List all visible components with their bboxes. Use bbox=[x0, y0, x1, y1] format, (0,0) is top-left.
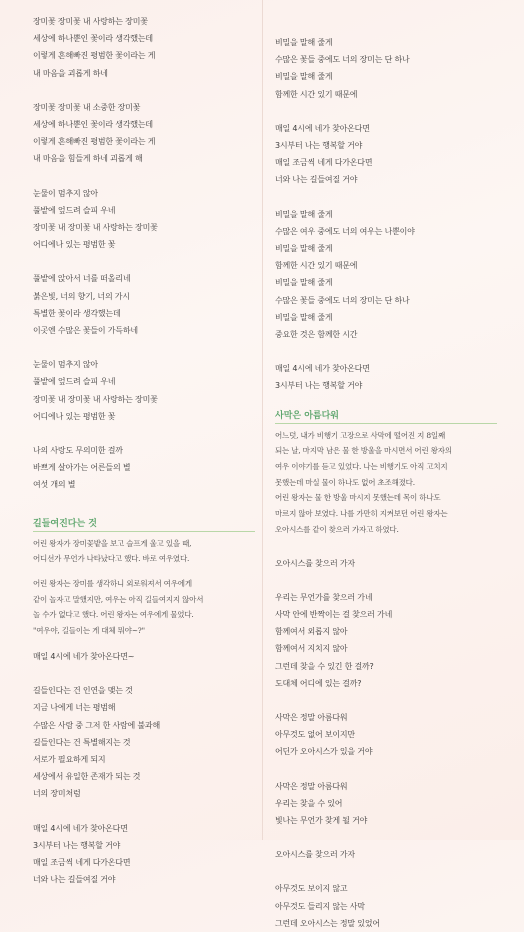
prose-paragraph bbox=[33, 576, 255, 639]
lyric-line: 우리는 찾을 수 있어 bbox=[275, 798, 343, 808]
lyric-line: 세상에 하나뿐인 꽃이라 생각했는데 bbox=[33, 34, 153, 44]
lyric-line: 3시부터 나는 행복할 거야 bbox=[275, 141, 363, 151]
lyric-line: 어디에나 있는 평범한 꽃 bbox=[33, 240, 116, 250]
lyric-line: 매일 조금씩 네게 다가온다면 bbox=[33, 857, 131, 867]
lyric-line: 수많은 여우 중에도 너의 여우는 나뿐이야 bbox=[275, 226, 415, 236]
lyric-stanza bbox=[33, 270, 255, 339]
lyric-line: 함께한 시간 있기 때문에 bbox=[275, 89, 358, 99]
section-title: 길들여진다는 것 bbox=[33, 518, 97, 529]
lyric-line: 길들인다는 건 특별해지는 것 bbox=[33, 737, 131, 747]
lyric-line: 오아시스를 찾으러 가자 bbox=[275, 850, 355, 860]
lyric-line: 세상에서 유일한 존재가 되는 것 bbox=[33, 772, 141, 782]
prose-gap bbox=[33, 567, 255, 576]
lyric-stanza bbox=[275, 206, 497, 344]
lyric-line: 수많은 사람 중 그저 한 사람에 불과해 bbox=[33, 720, 160, 730]
lyric-line: 사막 안에 반짝이는 걸 찾으러 가네 bbox=[275, 609, 393, 619]
lyric-line: 아무것도 없어 보이지만 bbox=[275, 730, 355, 740]
lyric-line: 붉은빛, 너의 향기, 너의 가시 bbox=[33, 291, 130, 301]
lyric-line: 그런데 오아시스는 정말 있었어 bbox=[275, 918, 380, 928]
section-rule bbox=[33, 531, 255, 532]
lyric-line: 함께한 시간 있기 때문에 bbox=[275, 261, 358, 271]
lyric-line: 3시부터 나는 행복할 거야 bbox=[33, 840, 121, 850]
lyric-line: 지금 나에게 너는 평범해 bbox=[33, 703, 116, 713]
lyric-line: 비밀을 말해 줄게 bbox=[275, 312, 333, 322]
prose-line: 어린 왕자는 물 한 방울 마시지 못했는데 목이 하나도 bbox=[275, 493, 441, 503]
lyric-line: 우리는 무언가를 찾으러 가네 bbox=[275, 592, 373, 602]
lyric-stanza bbox=[275, 589, 497, 692]
lyric-stanza bbox=[275, 34, 497, 103]
prose-gap bbox=[33, 639, 255, 648]
lyric-line: 아무것도 들리지 않는 사막 bbox=[275, 901, 365, 911]
stanza-gap bbox=[275, 692, 497, 709]
lyric-line: 매일 4시에 네가 찾아온다면~ bbox=[33, 651, 135, 661]
lyric-line: 풀밭에 엎드려 슬피 우네 bbox=[33, 377, 116, 387]
lyric-line: 장미꽃 장미꽃 내 사랑하는 장미꽃 bbox=[33, 17, 148, 26]
lyric-stanza bbox=[275, 846, 497, 863]
lyric-line: 너와 나는 길들여질 거야 bbox=[275, 175, 358, 185]
column-divider bbox=[262, 0, 263, 840]
section-title: 사막은 아름다워 bbox=[275, 410, 339, 421]
lyric-stanza bbox=[33, 682, 255, 802]
stanza-gap bbox=[33, 82, 255, 99]
lyric-line: 사막은 정말 아름다워 bbox=[275, 781, 348, 791]
stanza-gap bbox=[275, 343, 497, 360]
lyric-line: 장미꽃 내 장미꽃 내 사랑하는 장미꽃 bbox=[33, 394, 158, 404]
lyric-stanza bbox=[275, 709, 497, 761]
lyric-stanza bbox=[275, 120, 497, 189]
prose-line: 어린 왕자가 장미꽃밭을 보고 슬프게 울고 있을 때, bbox=[33, 538, 192, 548]
lyric-line: 이곳엔 수많은 꽃들이 가득하네 bbox=[33, 326, 138, 336]
lyric-line: 매일 4시에 네가 찾아온다면 bbox=[275, 364, 370, 374]
lyric-line: 장미꽃 장미꽃 내 소중한 장미꽃 bbox=[33, 102, 141, 112]
prose-line: 놀 수가 없다고 했다. 어린 왕자는 여우에게 물었다. bbox=[33, 610, 194, 620]
lyric-line: 눈물이 멈추지 않아 bbox=[33, 360, 98, 370]
lyric-line: 그런데 찾을 수 있긴 한 걸까? bbox=[275, 661, 374, 671]
prose-line: 어디선가 무언가 나타났다고 했다. 바로 여우였다. bbox=[33, 554, 190, 564]
lyric-line: 비밀을 말해 줄게 bbox=[275, 38, 333, 47]
lyric-stanza bbox=[33, 13, 255, 82]
prose-paragraph bbox=[275, 428, 497, 538]
lyric-line: 이렇게 흔해빠진 평범한 꽃이라는 게 bbox=[33, 137, 156, 147]
prose-line: "여우야, 길들이는 게 대체 뭐야~?" bbox=[33, 626, 145, 636]
lyric-line: 비밀을 말해 줄게 bbox=[275, 244, 333, 254]
lyric-stanza bbox=[33, 99, 255, 168]
lyric-line: 어딘가 오아시스가 있을 거야 bbox=[275, 747, 373, 757]
lyric-line: 나의 사랑도 무의미한 걸까 bbox=[33, 446, 123, 456]
lyric-stanza bbox=[275, 778, 497, 830]
lyric-line: 비밀을 말해 줄게 bbox=[275, 209, 333, 219]
lyric-line: 이렇게 흔해빠진 평범한 꽃이라는 게 bbox=[33, 51, 156, 61]
lyric-line: 수많은 꽃들 중에도 너의 장미는 단 하나 bbox=[275, 55, 410, 65]
stanza-gap bbox=[275, 189, 497, 206]
lyric-line: 매일 4시에 네가 찾아온다면 bbox=[33, 823, 128, 833]
lyric-line: 내 마음을 괴롭게 하네 bbox=[33, 68, 108, 78]
lyric-line: 내 마음을 힘들게 하네 괴롭게 해 bbox=[33, 154, 143, 164]
lyric-line: 바쁘게 살아가는 어른들의 별 bbox=[33, 463, 131, 473]
lyric-line: 비밀을 말해 줄게 bbox=[275, 278, 333, 288]
lyric-line: 특별한 꽃이라 생각했는데 bbox=[33, 308, 121, 318]
prose-line: 마르지 않아 보였다. 나를 가만히 지켜보던 어린 왕자는 bbox=[275, 509, 448, 519]
lyric-stanza bbox=[33, 820, 255, 889]
lyric-stanza bbox=[33, 442, 255, 494]
lyric-line: 빛나는 무언가 찾게 될 거야 bbox=[275, 816, 368, 826]
stanza-gap bbox=[33, 253, 255, 270]
prose-line: 어느덧, 내가 비행기 고장으로 사막에 떨어진 지 8일째 bbox=[275, 430, 445, 440]
lyric-stanza bbox=[33, 648, 255, 665]
prose-line: 되는 날, 마지막 남은 물 한 방울을 마시면서 어린 왕자의 bbox=[275, 446, 452, 456]
lyric-line: 길들인다는 건 인연을 맺는 것 bbox=[33, 686, 133, 696]
lyric-line: 함께여서 외롭지 않아 bbox=[275, 627, 348, 637]
lyric-line: 오아시스를 찾으러 가자 bbox=[275, 558, 355, 568]
prose-gap bbox=[275, 538, 497, 555]
section-gap bbox=[33, 494, 255, 503]
prose-line: 같이 놀자고 말했지만, 여우는 아직 길들여지지 않아서 bbox=[33, 594, 204, 604]
lyric-line: 중요한 것은 함께한 시간 bbox=[275, 330, 358, 340]
lyric-line: 여섯 개의 별 bbox=[33, 480, 76, 490]
prose-line: 오아시스를 같이 찾으러 가자고 하였다. bbox=[275, 524, 399, 534]
stanza-gap bbox=[275, 761, 497, 778]
lyric-line: 사막은 정말 아름다워 bbox=[275, 713, 348, 722]
stanza-gap bbox=[33, 665, 255, 682]
lyric-line: 도대체 어디에 있는 걸까? bbox=[275, 678, 362, 688]
lyric-line: 어디에나 있는 평범한 꽃 bbox=[33, 411, 116, 421]
prose-line: 못했는데 마실 물이 하나도 없어 초조해졌다. bbox=[275, 477, 415, 487]
stanza-gap bbox=[33, 339, 255, 356]
lyric-stanza bbox=[275, 880, 497, 932]
lyric-line: 너와 나는 길들여질 거야 bbox=[33, 875, 116, 885]
prose-line: 어린 왕자는 장미를 생각하니 외로워져서 여우에게 bbox=[33, 579, 192, 589]
lyric-line: 장미꽃 내 장미꽃 내 사랑하는 장미꽃 bbox=[33, 223, 158, 233]
stanza-gap bbox=[275, 829, 497, 846]
left-column bbox=[33, 13, 255, 888]
lyric-line: 풀밭에 엎드려 슬피 우네 bbox=[33, 205, 116, 215]
prose-line: 여우 이야기를 듣고 있었다. 나는 비행기도 아직 고치지 bbox=[275, 462, 448, 472]
section-rule bbox=[275, 423, 497, 424]
lyric-line: 풀밭에 앉아서 너를 떠올리네 bbox=[33, 274, 131, 284]
lyric-line: 수많은 꽃들 중에도 너의 장미는 단 하나 bbox=[275, 295, 410, 305]
lyric-line: 함께여서 지치지 않아 bbox=[275, 644, 348, 654]
stanza-gap bbox=[33, 168, 255, 185]
section-header bbox=[33, 517, 255, 532]
lyric-line: 서로가 필요하게 되지 bbox=[33, 754, 106, 764]
section-header bbox=[275, 409, 497, 424]
prose-paragraph bbox=[33, 536, 255, 567]
stanza-gap bbox=[33, 425, 255, 442]
lyric-stanza bbox=[33, 356, 255, 425]
stanza-gap bbox=[33, 803, 255, 820]
lyric-line: 눈물이 멈추지 않아 bbox=[33, 188, 98, 198]
lyric-stanza bbox=[275, 555, 497, 572]
lyric-stanza bbox=[33, 185, 255, 254]
lyric-line: 매일 4시에 네가 찾아온다면 bbox=[275, 123, 370, 133]
lyric-line: 아무것도 보이지 않고 bbox=[275, 884, 348, 894]
stanza-gap bbox=[275, 863, 497, 880]
lyric-line: 매일 조금씩 네게 다가온다면 bbox=[275, 158, 373, 168]
lyric-line: 3시부터 나는 행복할 거야 bbox=[275, 381, 363, 391]
lyric-stanza bbox=[275, 360, 497, 394]
lyric-line: 비밀을 말해 줄게 bbox=[275, 72, 333, 82]
right-column bbox=[275, 34, 497, 932]
lyric-line: 너의 장미처럼 bbox=[33, 789, 81, 799]
stanza-gap bbox=[275, 572, 497, 589]
stanza-gap bbox=[275, 103, 497, 120]
lyric-line: 세상에 하나뿐인 꽃이라 생각했는데 bbox=[33, 120, 153, 130]
